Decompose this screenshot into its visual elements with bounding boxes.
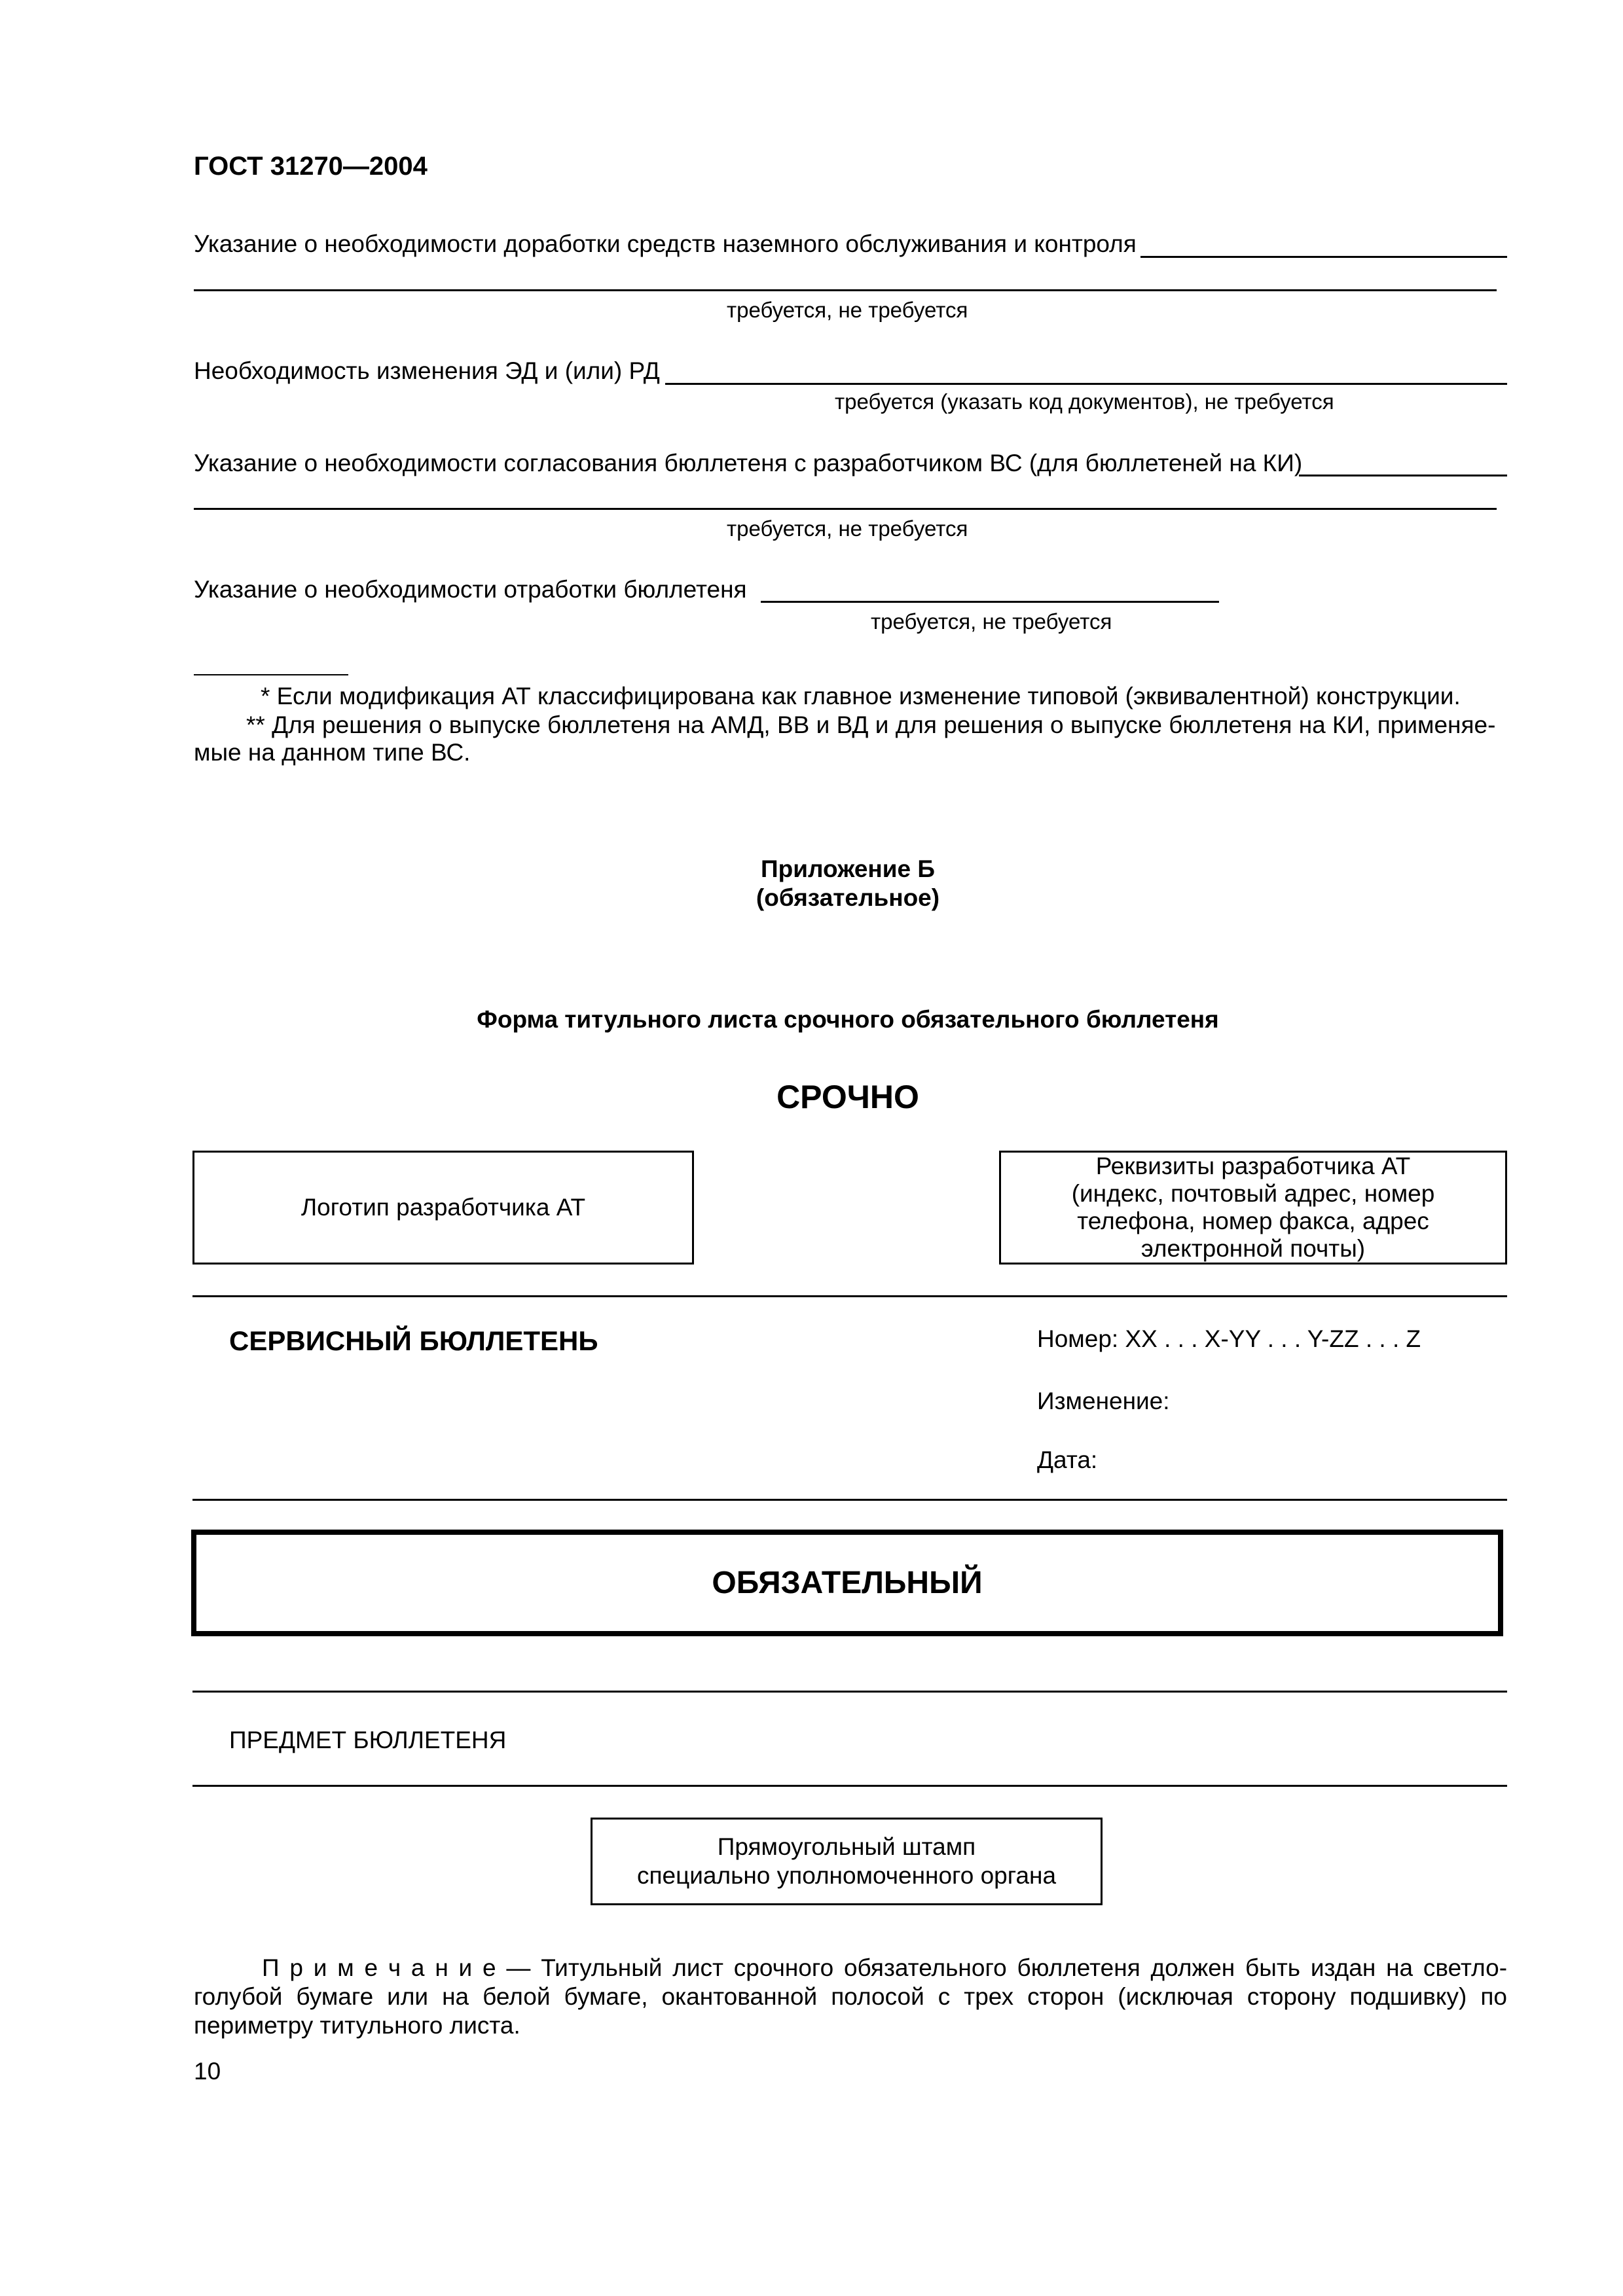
details-line: Реквизиты разработчика АТ	[1095, 1153, 1411, 1179]
service-bulletin-heading: СЕРВИСНЫЙ БЮЛЛЕТЕНЬ	[229, 1325, 598, 1356]
mandatory-label: ОБЯЗАТЕЛЬНЫЙ	[712, 1565, 983, 1600]
section-divider	[192, 1499, 1507, 1501]
developer-logo-label: Логотип разработчика АТ	[301, 1194, 586, 1221]
page-number: 10	[194, 2058, 221, 2085]
section-divider	[192, 1691, 1507, 1693]
footnote-separator	[194, 674, 348, 675]
field-label-bulletin-testing: Указание о необходимости отработки бюллетеня	[194, 576, 747, 603]
footnote-2-continued: мые на данном типе ВС.	[194, 739, 471, 766]
mandatory-box	[191, 1530, 1503, 1636]
stamp-line: Прямоугольный штамп	[717, 1833, 976, 1860]
stamp-line: специально уполномоченного органа	[636, 1862, 1057, 1889]
note-lead: П р и м е ч а н и е	[262, 1954, 496, 1981]
field-line	[1140, 256, 1507, 258]
document-id: ГОСТ 31270—2004	[194, 152, 428, 181]
field-line	[194, 508, 1497, 510]
developer-details-box	[999, 1151, 1507, 1265]
field-line	[665, 383, 1507, 385]
footnote-1: * Если модификация АТ классифицирована как главное изменение типовой (эквивалентной) конструкции.	[261, 683, 1461, 709]
field-line	[761, 601, 1219, 603]
field-hint: требуется, не требуется	[727, 516, 968, 541]
section-divider	[192, 1295, 1507, 1297]
details-line: (индекс, почтовый адрес, номер	[1071, 1180, 1435, 1207]
note-text: — Титульный лист срочного обязательного бюллетеня должен быть издан на светло-голубой бумаге или на белой бумаге, окантованной полосой с трех сторон (исключая сторону подшивку) по периметру титульного листа.	[194, 1954, 1508, 2039]
details-line: электронной почты)	[1140, 1235, 1366, 1262]
bulletin-number: Номер: XX . . . X-YY . . . Y-ZZ . . . Z	[1037, 1325, 1421, 1352]
field-hint: требуется, не требуется	[871, 609, 1112, 634]
bulletin-change: Изменение:	[1037, 1388, 1170, 1414]
bulletin-subject: ПРЕДМЕТ БЮЛЛЕТЕНЯ	[229, 1727, 507, 1753]
appendix-subtitle: (обязательное)	[756, 884, 940, 911]
field-line	[1299, 475, 1507, 476]
field-label-ground-equipment: Указание о необходимости доработки средств наземного обслуживания и контроля	[194, 230, 1137, 257]
field-line	[194, 289, 1497, 291]
field-hint: требуется, не требуется	[727, 298, 968, 322]
bulletin-date: Дата:	[1037, 1446, 1098, 1473]
details-line: телефона, номер факса, адрес	[1077, 1208, 1429, 1234]
footnote-2: ** Для решения о выпуске бюллетеня на АМД, ВВ и ВД и для решения о выпуске бюллетеня на КИ, применяе-	[246, 711, 1496, 738]
field-label-documentation-change: Необходимость изменения ЭД и (или) РД	[194, 357, 660, 384]
authority-stamp-box	[591, 1818, 1103, 1905]
section-divider	[192, 1785, 1507, 1787]
developer-logo-box	[192, 1151, 694, 1265]
field-label-developer-approval: Указание о необходимости согласования бюллетеня с разработчиком ВС (для бюллетеней на КИ)	[194, 450, 1303, 476]
form-title: Форма титульного листа срочного обязательного бюллетеня	[477, 1006, 1219, 1033]
urgent-heading: СРОЧНО	[776, 1079, 919, 1115]
note-paragraph	[194, 1954, 1507, 2040]
appendix-title: Приложение Б	[761, 855, 935, 882]
field-hint: требуется (указать код документов), не требуется	[835, 389, 1334, 414]
